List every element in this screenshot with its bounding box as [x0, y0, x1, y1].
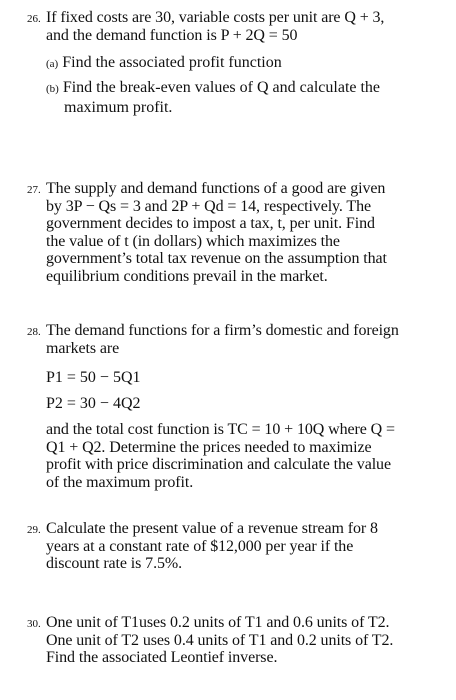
equation: P1 = 50 − 5Q1	[46, 369, 141, 386]
part-text: Find the break-even values of Q and calculate the	[62, 79, 381, 96]
text-line: equilibrium conditions prevail in the market.	[46, 267, 328, 285]
text-line: If fixed costs are 30, variable costs per unit are Q + 3,	[46, 9, 385, 26]
part-b	[46, 79, 380, 116]
problem-text	[46, 322, 444, 357]
problem-number: 28.	[27, 326, 41, 338]
text-line: One unit of T1uses 0.2 units of T1 and 0.6 units of T2.	[46, 614, 390, 631]
problem-number: 29.	[27, 524, 41, 536]
text-line: profit with price discrimination and calculate the value	[46, 456, 391, 473]
part-text: Find the associated profit function	[62, 54, 282, 71]
text-line: The demand functions for a firm’s domestic and foreign	[46, 322, 399, 339]
text-line: by 3P − Qs = 3 and 2P + Qd = 14, respectively. The	[46, 197, 371, 215]
text-line: and the demand function is P + 2Q = 50	[46, 26, 298, 44]
problem-text	[46, 9, 444, 44]
problem-number: 30.	[27, 618, 41, 630]
part-a	[46, 54, 282, 74]
text-line: One unit of T2 uses 0.4 units of T1 and 0.2 units of T2.	[46, 631, 394, 649]
text-line: of the maximum profit.	[46, 473, 194, 491]
problem-number: 26.	[27, 13, 41, 25]
part-tag: (a)	[46, 58, 59, 70]
text-line: The supply and demand functions of a good are given	[46, 180, 386, 197]
problem-text	[46, 520, 444, 573]
text-line: and the total cost function is TC = 10 + 10Q where Q =	[46, 421, 395, 438]
problem-text	[46, 614, 444, 667]
text-line: markets are	[46, 339, 120, 357]
text-line: government decides to impost a tax, t, per unit. Find	[46, 215, 375, 232]
text-line: Q1 + Q2. Determine the prices needed to maximize	[46, 438, 372, 456]
text-line: years at a constant rate of $12,000 per year if the	[46, 537, 354, 555]
problem-number: 27.	[27, 184, 41, 196]
text-line: discount rate is 7.5%.	[46, 555, 182, 572]
text-line: Find the associated Leontief inverse.	[46, 649, 278, 666]
part-text: maximum profit.	[64, 98, 173, 116]
problem-text	[46, 180, 444, 285]
equation: P2 = 30 − 4Q2	[46, 395, 141, 412]
text-line: the value of t (in dollars) which maximizes the	[46, 232, 340, 250]
text-line: Calculate the present value of a revenue stream for 8	[46, 520, 378, 537]
text-line: government’s total tax revenue on the assumption that	[46, 250, 387, 267]
part-tag: (b)	[46, 83, 59, 95]
problem-text	[46, 421, 444, 491]
